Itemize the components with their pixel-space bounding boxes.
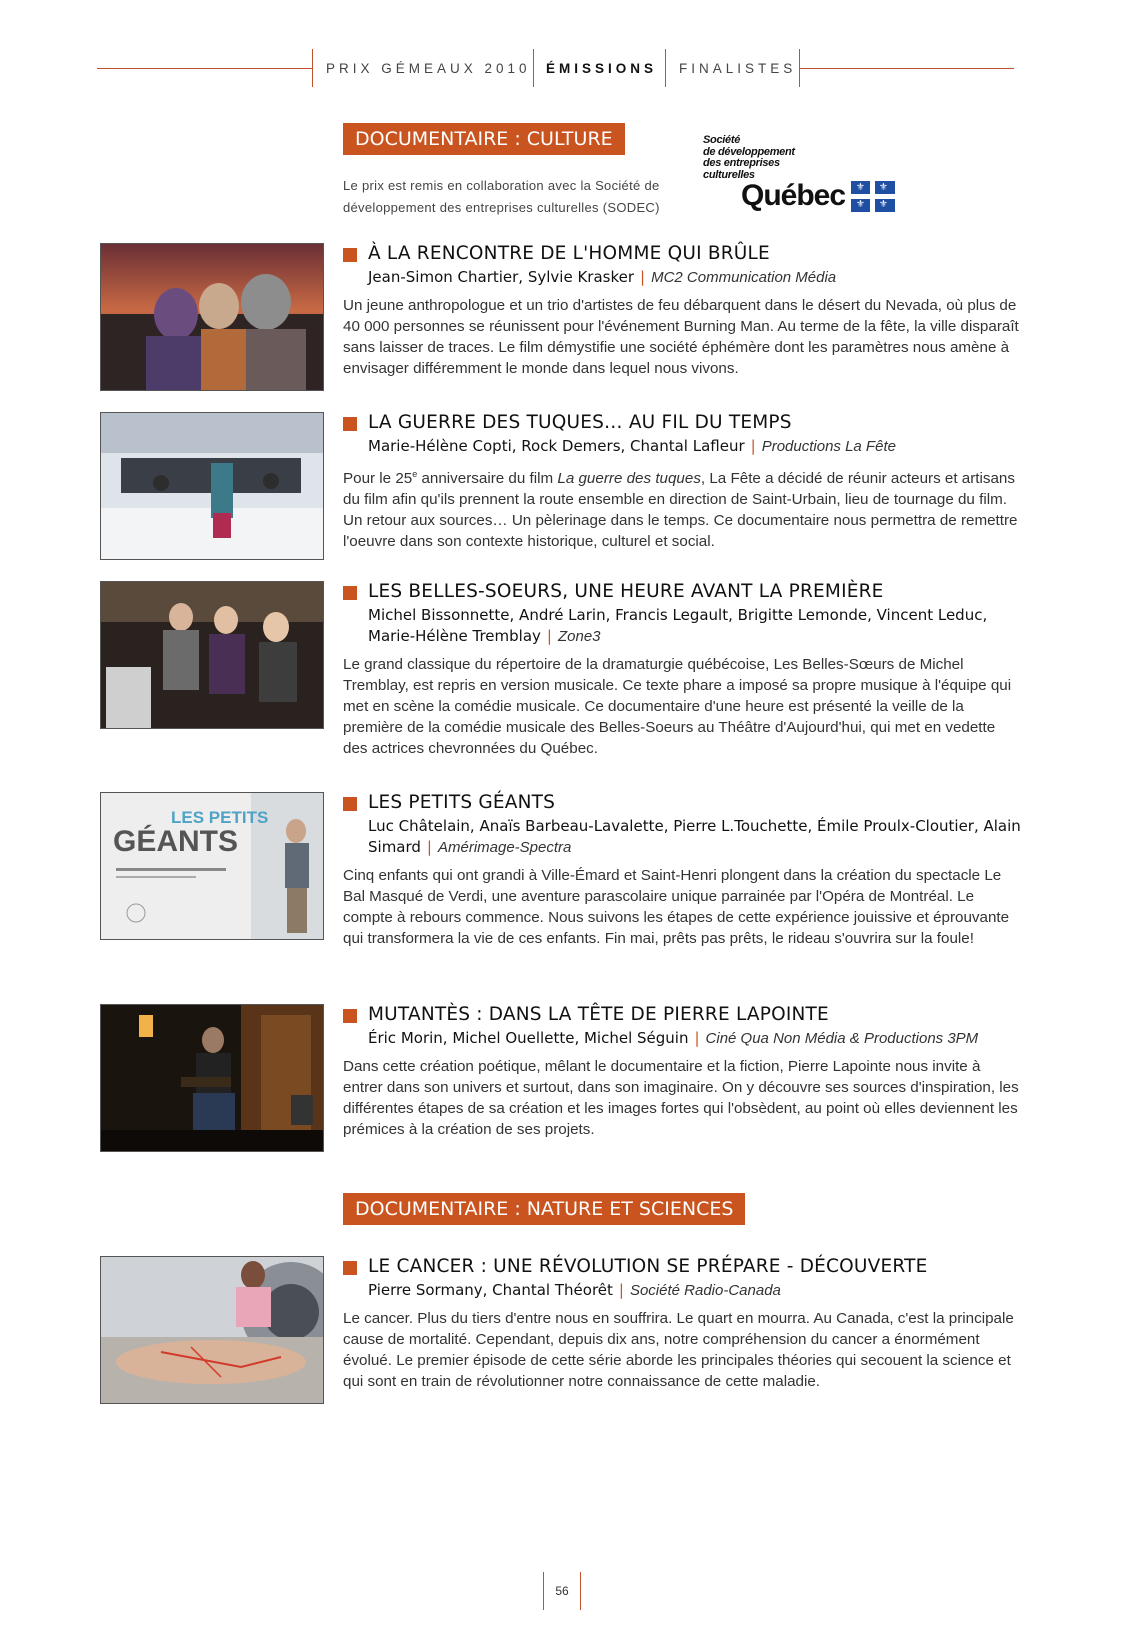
header-divider [533,49,534,87]
page-number-divider [580,1572,581,1610]
header-divider [665,49,666,87]
entry-people: Marie-Hélène Copti, Rock Demers, Chantal Lafleur [368,437,745,455]
entry-people: Luc Châtelain, Anaïs Barbeau-Lavalette, Pierre L.Touchette, Émile Proulx-Cloutier, Alain Simard [368,817,1021,856]
entry-credits [368,1028,1028,1049]
entry-title: LE CANCER : UNE RÉVOLUTION SE PRÉPARE - DÉCOUVERTE [368,1256,928,1277]
bullet-square-icon [343,248,357,262]
entry-producer: MC2 Communication Média [651,269,837,286]
entry-title: MUTANTÈS : DANS LA TÊTE DE PIERRE LAPOINTE [368,1004,829,1025]
entry-photo [100,1004,324,1152]
credit-separator: | [750,437,756,455]
header-event: PRIX GÉMEAUX 2010 [326,61,531,76]
header-rule-right [799,68,1014,69]
header-category: FINALISTES [679,61,797,76]
entry-producer: Ciné Qua Non Média & Productions 3PM [705,1030,979,1047]
entry-people: Pierre Sormany, Chantal Théorêt [368,1281,613,1299]
header-section: ÉMISSIONS [546,61,658,76]
entry-people: Jean-Simon Chartier, Sylvie Krasker [368,268,635,286]
entry-credits [368,1280,1028,1301]
entry-credits [368,267,1028,288]
entry-credits [368,816,1028,858]
entry-producer: Productions La Fête [761,438,896,455]
bullet-square-icon [343,1261,357,1275]
bullet-square-icon [343,417,357,431]
bullet-square-icon [343,586,357,600]
credit-separator: | [640,268,646,286]
entry-title: LES BELLES-SOEURS, UNE HEURE AVANT LA PREMIÈRE [368,581,884,602]
entry-photo [100,792,324,940]
entry-producer: Amérimage-Spectra [437,839,572,856]
poster-title-line1: LES PETITS [171,808,269,827]
logo-line: de développement [703,145,795,158]
section-banner-nature-sciences: DOCUMENTAIRE : NATURE ET SCIENCES [343,1193,745,1225]
credit-separator: | [694,1029,700,1047]
sodec-logo [703,135,903,215]
quebec-flag-icon: ⚜ ⚜ ⚜ ⚜ [851,181,895,212]
entry-description: Cinq enfants qui ont grandi à Ville-Émard et Saint-Henri plongent dans la création du spectacle Le Bal Masqué de Verdi, une aventure parascolaire unique parrainée par l'Opéra de Montréal. Le compte à rebours commence. Nous suivons les étapes de cette expérience jouissive et éprouvante qui transformera la vie de ces enfants. Fin mai, prêts pas prêts, le rideau s'ouvrira sur la foule! [343,867,1010,947]
entry-description: Pour le 25e anniversaire du film La guerre des tuques, La Fête a décidé de réunir acteurs et artisans du film afin qu'ils prennent la route ensemble en direction de Saint-Urbain, lieu de tournage du film. Un retour aux sources… Un pèlerinage dans le temps. Ce documentaire nous permettra de remettre l'oeuvre dans son contexte historique, culturel et social. [343,469,1018,551]
page-number: 56 [555,1584,569,1598]
entry-credits [368,605,1028,647]
bullet-square-icon [343,1009,357,1023]
bullet-square-icon [343,797,357,811]
entry-photo [100,412,324,560]
header-rule-left [97,68,312,69]
entry-people: Michel Bissonnette, André Larin, Francis Legault, Brigitte Lemonde, Vincent Leduc, Marie-Hélène Tremblay [368,606,988,645]
logo-line: des entreprises [703,157,780,169]
entry-description: Le grand classique du répertoire de la dramaturgie québécoise, Les Belles-Sœurs de Michel Tremblay, est repris en version musicale. Ce texte phare a imposé sa propre musique à l'équipe qui met en scène la comédie musicale. Ce documentaire d'une heure est présenté la veille de la première de la comédie musicale des Belles-Soeurs au Théâtre d'Aujourd'hui, qui met en vedette des actrices chevronnées du Québec. [343,656,1012,757]
entry-description: Un jeune anthropologue et un trio d'artistes de feu débarquent dans le désert du Nevada, où plus de 40 000 personnes se réunissent pour l'événement Burning Man. Au terme de la fête, la ville disparaît sans laisser de traces. Le film démystifie une société éphémère dont les paramètres nous amène à envisager différemment le monde dans lequel nous vivons. [343,297,1019,377]
logo-line: culturelles [703,168,755,181]
entry-credits [368,436,1028,457]
poster-title-line2: GÉANTS [113,825,239,858]
credit-separator: | [426,838,432,856]
entry-title: À LA RENCONTRE DE L'HOMME QUI BRÛLE [368,243,770,264]
entry-title: LA GUERRE DES TUQUES… AU FIL DU TEMPS [368,412,792,433]
credit-separator: | [546,627,552,645]
entry-photo [100,581,324,729]
credit-separator: | [618,1281,624,1299]
section-intro: Le prix est remis en collaboration avec la Société de développement des entreprises culturelles (SODEC) [343,178,660,215]
entry-people: Éric Morin, Michel Ouellette, Michel Séguin [368,1029,689,1047]
logo-wordmark: Québec [741,179,846,212]
entry-photo [100,243,324,391]
entry-description: Le cancer. Plus du tiers d'entre nous en souffrira. Le quart en mourra. Au Canada, c'est la principale cause de mortalité. Cependant, depuis dix ans, notre compréhension du cancer a énormément évolué. Le premier épisode de cette série aborde les principales théories qui secouent la science et qui sont en train de révolutionner notre connaissance de cette maladie. [343,1310,1014,1390]
entry-description: Dans cette création poétique, mêlant le documentaire et la fiction, Pierre Lapointe nous invite à entrer dans son univers et surtout, dans son imaginaire. On y découvre ses sources d'inspiration, les différentes étapes de sa création et les images fortes qui l'obsèdent, au point où elles deviennent les prémices à la création de ses projets. [343,1058,1019,1138]
entry-photo [100,1256,324,1404]
entry-title: LES PETITS GÉANTS [368,792,556,813]
logo-line: Société [703,134,741,146]
entry-producer: Société Radio-Canada [629,1282,781,1299]
header-divider [312,49,313,87]
entry-producer: Zone3 [557,628,601,645]
section-banner-culture: DOCUMENTAIRE : CULTURE [343,123,625,155]
